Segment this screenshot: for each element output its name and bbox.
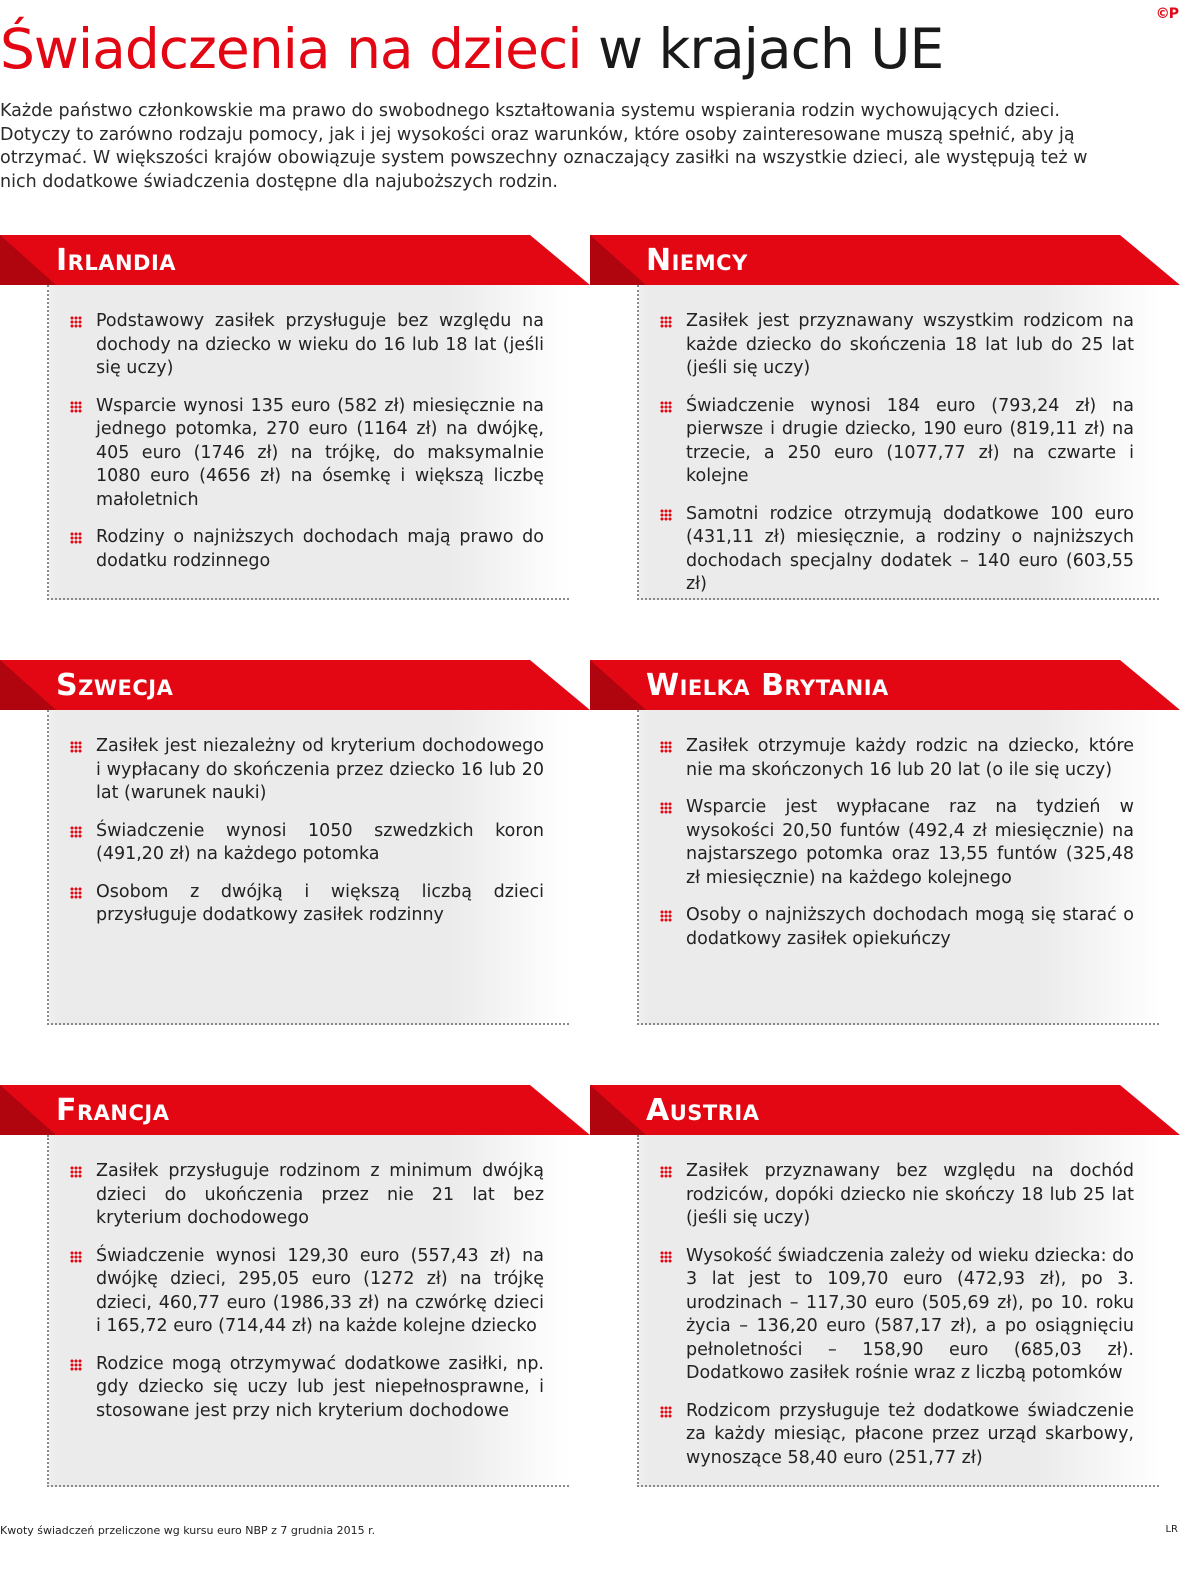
- list-item-text: Świadczenie wynosi 129,30 euro (557,43 zł) na dwójkę dzieci, 295,05 euro (1272 zł) na trójkę dzieci, 460,77 euro (1986,33 zł) na czwórkę dzieci i 165,72 euro (714,44 zł) na każde kolejne dziecko: [96, 1245, 544, 1336]
- list-item-text: Podstawowy zasiłek przysługuje bez względu na dochody na dziecko w wieku do 16 lub 18 lat (jeśli się uczy): [96, 311, 544, 378]
- country-panel-irlandia: [0, 235, 590, 620]
- benefit-list: [686, 1160, 1134, 1484]
- grid-bullet-icon: [660, 1166, 672, 1178]
- list-item-text: Wysokość świadczenia zależy od wieku dziecka: do 3 lat jest to 109,70 euro (472,93 zł), po 3. urodzinach – 117,30 euro (505,69 zł), po 10. roku życia – 136,20 euro (587,17 zł), a po osiągnięciu pełnoletności – 158,90 euro (685,03 zł). Dodatkowo zasiłek rośnie wraz z liczbą potomków: [686, 1245, 1134, 1383]
- grid-bullet-icon: [70, 741, 82, 753]
- benefit-list: [686, 310, 1134, 611]
- grid-bullet-icon: [70, 1251, 82, 1263]
- grid-bullet-icon: [660, 509, 672, 521]
- title-red-part: Świadczenia na dzieci: [0, 17, 582, 81]
- country-info-box: [47, 1135, 569, 1487]
- country-info-box: [47, 285, 569, 600]
- grid-bullet-icon: [660, 802, 672, 814]
- list-item-text: Osoby o najniższych dochodach mogą się starać o dodatkowy zasiłek opiekuńczy: [686, 905, 1134, 949]
- country-panel-austria: [590, 1085, 1180, 1470]
- list-item-text: Osobom z dwójką i większą liczbą dzieci przysługuje dodatkowy zasiłek rodzinny: [96, 881, 544, 925]
- list-item-text: Zasiłek przysługuje rodzinom z minimum dwójką dzieci do ukończenia przez nie 21 lat bez kryterium dochodowego: [96, 1161, 544, 1228]
- list-item: [686, 310, 1134, 381]
- list-item-text: Zasiłek jest przyznawany wszystkim rodzicom na każde dziecko do skończenia 18 lat lub do 25 lat (jeśli się uczy): [686, 311, 1134, 378]
- publisher-logo: ©P: [1155, 6, 1178, 22]
- grid-bullet-icon: [70, 316, 82, 328]
- country-panel-wielka-brytania: [590, 660, 1180, 1045]
- grid-bullet-icon: [70, 1166, 82, 1178]
- country-panel-francja: [0, 1085, 590, 1470]
- list-item: [96, 395, 544, 513]
- grid-bullet-icon: [660, 741, 672, 753]
- list-item-text: Świadczenie wynosi 1050 szwedzkich koron (491,20 zł) na każdego potomka: [96, 820, 544, 864]
- country-name: Austria: [646, 1093, 760, 1128]
- benefit-list: [686, 735, 1134, 965]
- list-item: [96, 881, 544, 928]
- intro-paragraph: Każde państwo członkowskie ma prawo do swobodnego kształtowania systemu wspierania rodzin wychowujących dzieci. Dotyczy to zarówno rodzaju pomocy, jak i jej wysokości oraz warunków, które osoby zainteresowane muszą spełnić, aby ją otrzymać. W większości krajów obowiązuje system powszechny oznaczający zasiłki na wszystkie dzieci, ale występują też w nich dodatkowe świadczenia dostępne dla najuboższych rodzin.: [0, 101, 1088, 192]
- benefit-list: [96, 310, 544, 587]
- list-item: [96, 1353, 544, 1424]
- list-item-text: Rodzice mogą otrzymywać dodatkowe zasiłki, np. gdy dziecko się uczy lub jest niepełnosprawne, i stosowane jest przy nich kryterium dochodowe: [96, 1353, 544, 1421]
- grid-bullet-icon: [70, 401, 82, 413]
- country-name: Niemcy: [646, 243, 748, 278]
- list-item: [96, 820, 544, 867]
- country-info-box: [637, 1135, 1159, 1487]
- country-name: Szwecja: [56, 668, 174, 703]
- list-item-text: Wsparcie jest wypłacane raz na tydzień w wysokości 20,50 funtów (492,4 zł miesięcznie) na najstarszego potomka oraz 13,55 funtów (325,48 zł miesięcznie) na każdego kolejnego: [686, 797, 1134, 888]
- list-item-text: Zasiłek jest niezależny od kryterium dochodowego i wypłacany do skończenia przez dziecko 16 lub 20 lat (warunek nauki): [96, 736, 544, 803]
- grid-bullet-icon: [660, 1406, 672, 1418]
- page-title: [0, 14, 943, 84]
- country-info-box: [637, 285, 1159, 600]
- country-panel-szwecja: [0, 660, 590, 1045]
- country-name: Wielka Brytania: [646, 668, 889, 703]
- list-item: [96, 735, 544, 806]
- list-item-text: Zasiłek przyznawany bez względu na dochód rodziców, dopóki dziecko nie skończy 18 lub 25 lat (jeśli się uczy): [686, 1161, 1134, 1228]
- list-item-text: Rodziny o najniższych dochodach mają prawo do dodatku rodzinnego: [96, 527, 544, 571]
- author-signature: LR: [1165, 1524, 1178, 1535]
- list-item: [686, 796, 1134, 890]
- grid-bullet-icon: [70, 532, 82, 544]
- list-item-text: Wsparcie wynosi 135 euro (582 zł) miesięcznie na jednego potomka, 270 euro (1164 zł) na dwójkę, 405 euro (1746 zł) na trójkę, do maksymalnie 1080 euro (4656 zł) na ósemkę i większą liczbę małoletnich: [96, 395, 544, 510]
- list-item-text: Samotni rodzice otrzymują dodatkowe 100 euro (431,11 zł) miesięcznie, a rodziny o najniższych dochodach specjalny dodatek – 140 euro (603,55 zł): [686, 503, 1134, 594]
- list-item: [686, 735, 1134, 782]
- list-item: [686, 395, 1134, 489]
- country-name: Irlandia: [56, 243, 177, 278]
- country-info-box: [637, 710, 1159, 1025]
- list-item: [686, 1245, 1134, 1386]
- grid-bullet-icon: [70, 887, 82, 899]
- list-item-text: Świadczenie wynosi 184 euro (793,24 zł) na pierwsze i drugie dziecko, 190 euro (819,11 zł) na trzecie, a 250 euro (1077,77 zł) na czwarte i kolejne: [686, 395, 1134, 486]
- benefit-list: [96, 735, 544, 942]
- list-item-text: Zasiłek otrzymuje każdy rodzic na dziecko, które nie ma skończonych 16 lub 20 lat (o ile się uczy): [686, 736, 1134, 780]
- grid-bullet-icon: [70, 826, 82, 838]
- list-item: [686, 1160, 1134, 1231]
- list-item: [686, 904, 1134, 951]
- list-item: [96, 310, 544, 381]
- country-info-box: [47, 710, 569, 1025]
- list-item: [96, 1245, 544, 1339]
- country-name: Francja: [56, 1093, 170, 1128]
- list-item: [96, 1160, 544, 1231]
- grid-bullet-icon: [70, 1359, 82, 1371]
- grid-bullet-icon: [660, 401, 672, 413]
- country-panel-niemcy: [590, 235, 1180, 620]
- grid-bullet-icon: [660, 316, 672, 328]
- list-item: [686, 503, 1134, 597]
- grid-bullet-icon: [660, 1251, 672, 1263]
- list-item: [96, 526, 544, 573]
- list-item-text: Rodzicom przysługuje też dodatkowe świadczenie za każdy miesiąc, płacone przez urząd skarbowy, wynoszące 58,40 euro (251,77 zł): [686, 1400, 1134, 1468]
- footnote: Kwoty świadczeń przeliczone wg kursu euro NBP z 7 grudnia 2015 r.: [0, 1524, 376, 1537]
- list-item: [686, 1400, 1134, 1471]
- grid-bullet-icon: [660, 910, 672, 922]
- benefit-list: [96, 1160, 544, 1437]
- title-dark-part: w krajach UE: [598, 17, 944, 81]
